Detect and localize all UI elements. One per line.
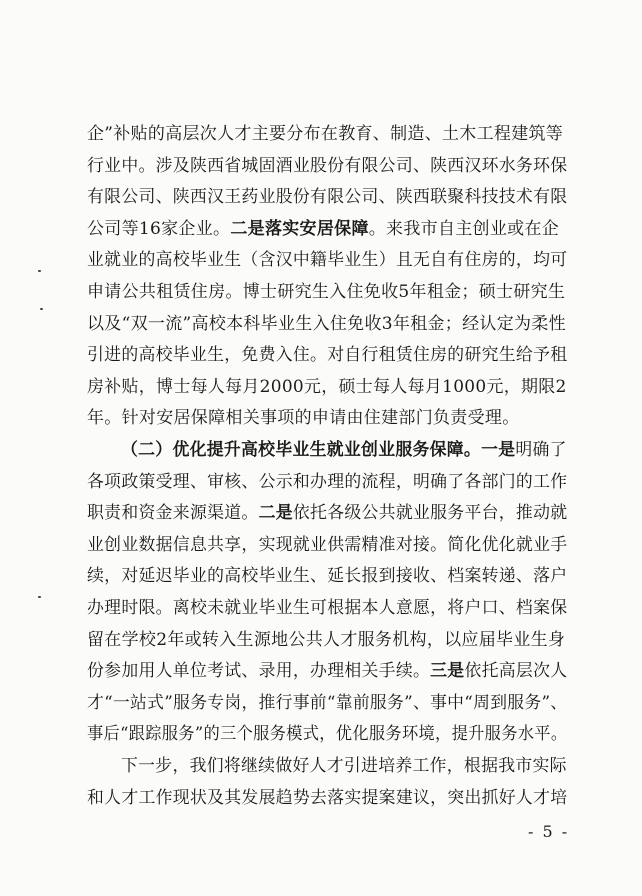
scan-mark (40, 308, 43, 310)
text-line (121, 754, 567, 778)
text-line (87, 406, 567, 430)
text-segment: 才“一站式”服务专岗，推行事前“靠前服务”、事中“周到服务”、 (87, 693, 568, 713)
text-segment: 明确了 (515, 440, 567, 460)
text-line (87, 691, 568, 715)
text-line (121, 438, 567, 462)
text-line (87, 154, 568, 178)
text-line (87, 722, 568, 746)
text-segment: 企”补贴的高层次人才主要分布在教育、制造、土木工程建筑等 (87, 124, 564, 144)
text-line (87, 122, 567, 146)
text-segment: 办理时限。离校未就业毕业生可根据本人意愿，将户口、档案保 (87, 598, 568, 618)
text-line (87, 185, 568, 209)
text-segment: 份参加用人单位考试、录用，办理相关手续。 (87, 661, 431, 681)
text-segment: 职责和资金来源渠道。 (87, 503, 259, 523)
text-segment: 各项政策受理、审核、公示和办理的流程，明确了各部门的工作 (87, 472, 568, 492)
text-segment: 年。针对安居保障相关事项的申请由住建部门负责受理。 (87, 408, 520, 428)
text-line (87, 280, 567, 304)
text-line (87, 248, 568, 272)
text-segment: 业创业数据信息共享，实现就业供需精准对接。简化优化就业手 (87, 535, 568, 555)
bold-text: （二）优化提升高校毕业生就业创业服务保障。一是 (121, 440, 516, 460)
text-segment: 续，对延迟毕业的高校毕业生、延长报到接收、档案转递、落户 (87, 566, 568, 586)
text-line (87, 564, 568, 588)
text-line (87, 343, 568, 367)
text-line (87, 312, 567, 336)
text-segment: 有限公司、陕西汉王药业股份有限公司、陕西联聚科技技术有限 (87, 187, 568, 207)
scan-mark (38, 596, 41, 598)
text-segment: 业就业的高校毕业生（含汉中籍毕业生）且无自有住房的，均可 (87, 250, 568, 270)
text-segment: 申请公共租赁住房。博士研究生入住免收5年租金；硕士研究生 (87, 282, 566, 302)
bold-text: 二是落实安居保障 (230, 219, 369, 239)
text-line (87, 470, 568, 494)
text-segment: 依托各级公共就业服务平台，推动就 (292, 503, 568, 523)
text-segment: 引进的高校毕业生，免费入住。对自行租赁住房的研究生给予租 (87, 345, 568, 365)
text-line (87, 533, 568, 557)
text-segment: 下一步，我们将继续做好人才引进培养工作，根据我市实际 (121, 756, 567, 776)
page-number: - 5 - (528, 822, 570, 841)
text-segment: 事后“跟踪服务”的三个服务模式，优化服务环境，提升服务水平。 (87, 724, 568, 744)
scan-mark (38, 270, 41, 272)
text-line (87, 596, 568, 620)
text-line (87, 375, 566, 399)
text-segment: 依托高层次人 (464, 661, 568, 681)
text-line (87, 659, 568, 683)
text-line (87, 217, 567, 241)
text-segment: 以及“双一流”高校本科毕业生入住免收3年租金；经认定为柔性 (87, 314, 566, 334)
text-segment: 和人才工作现状及其发展趋势去落实提案建议，突出抓好人才培 (87, 788, 568, 808)
text-segment: 留在学校2年或转入生源地公共人才服务机构，以应届毕业生身 (87, 630, 566, 650)
text-segment: 。来我市自主创业或在企 (368, 219, 560, 239)
text-segment: 房补贴，博士每人每月2000元，硕士每人每月1000元，期限2 (87, 377, 567, 397)
text-line (87, 628, 567, 652)
text-line (87, 786, 568, 810)
bold-text: 二是 (258, 503, 293, 523)
bold-text: 三是 (430, 661, 465, 681)
text-line (87, 501, 568, 525)
text-segment: 公司等16家企业。 (87, 219, 231, 239)
text-segment: 行业中。涉及陕西省城固酒业股份有限公司、陕西汉环水务环保 (87, 156, 568, 176)
